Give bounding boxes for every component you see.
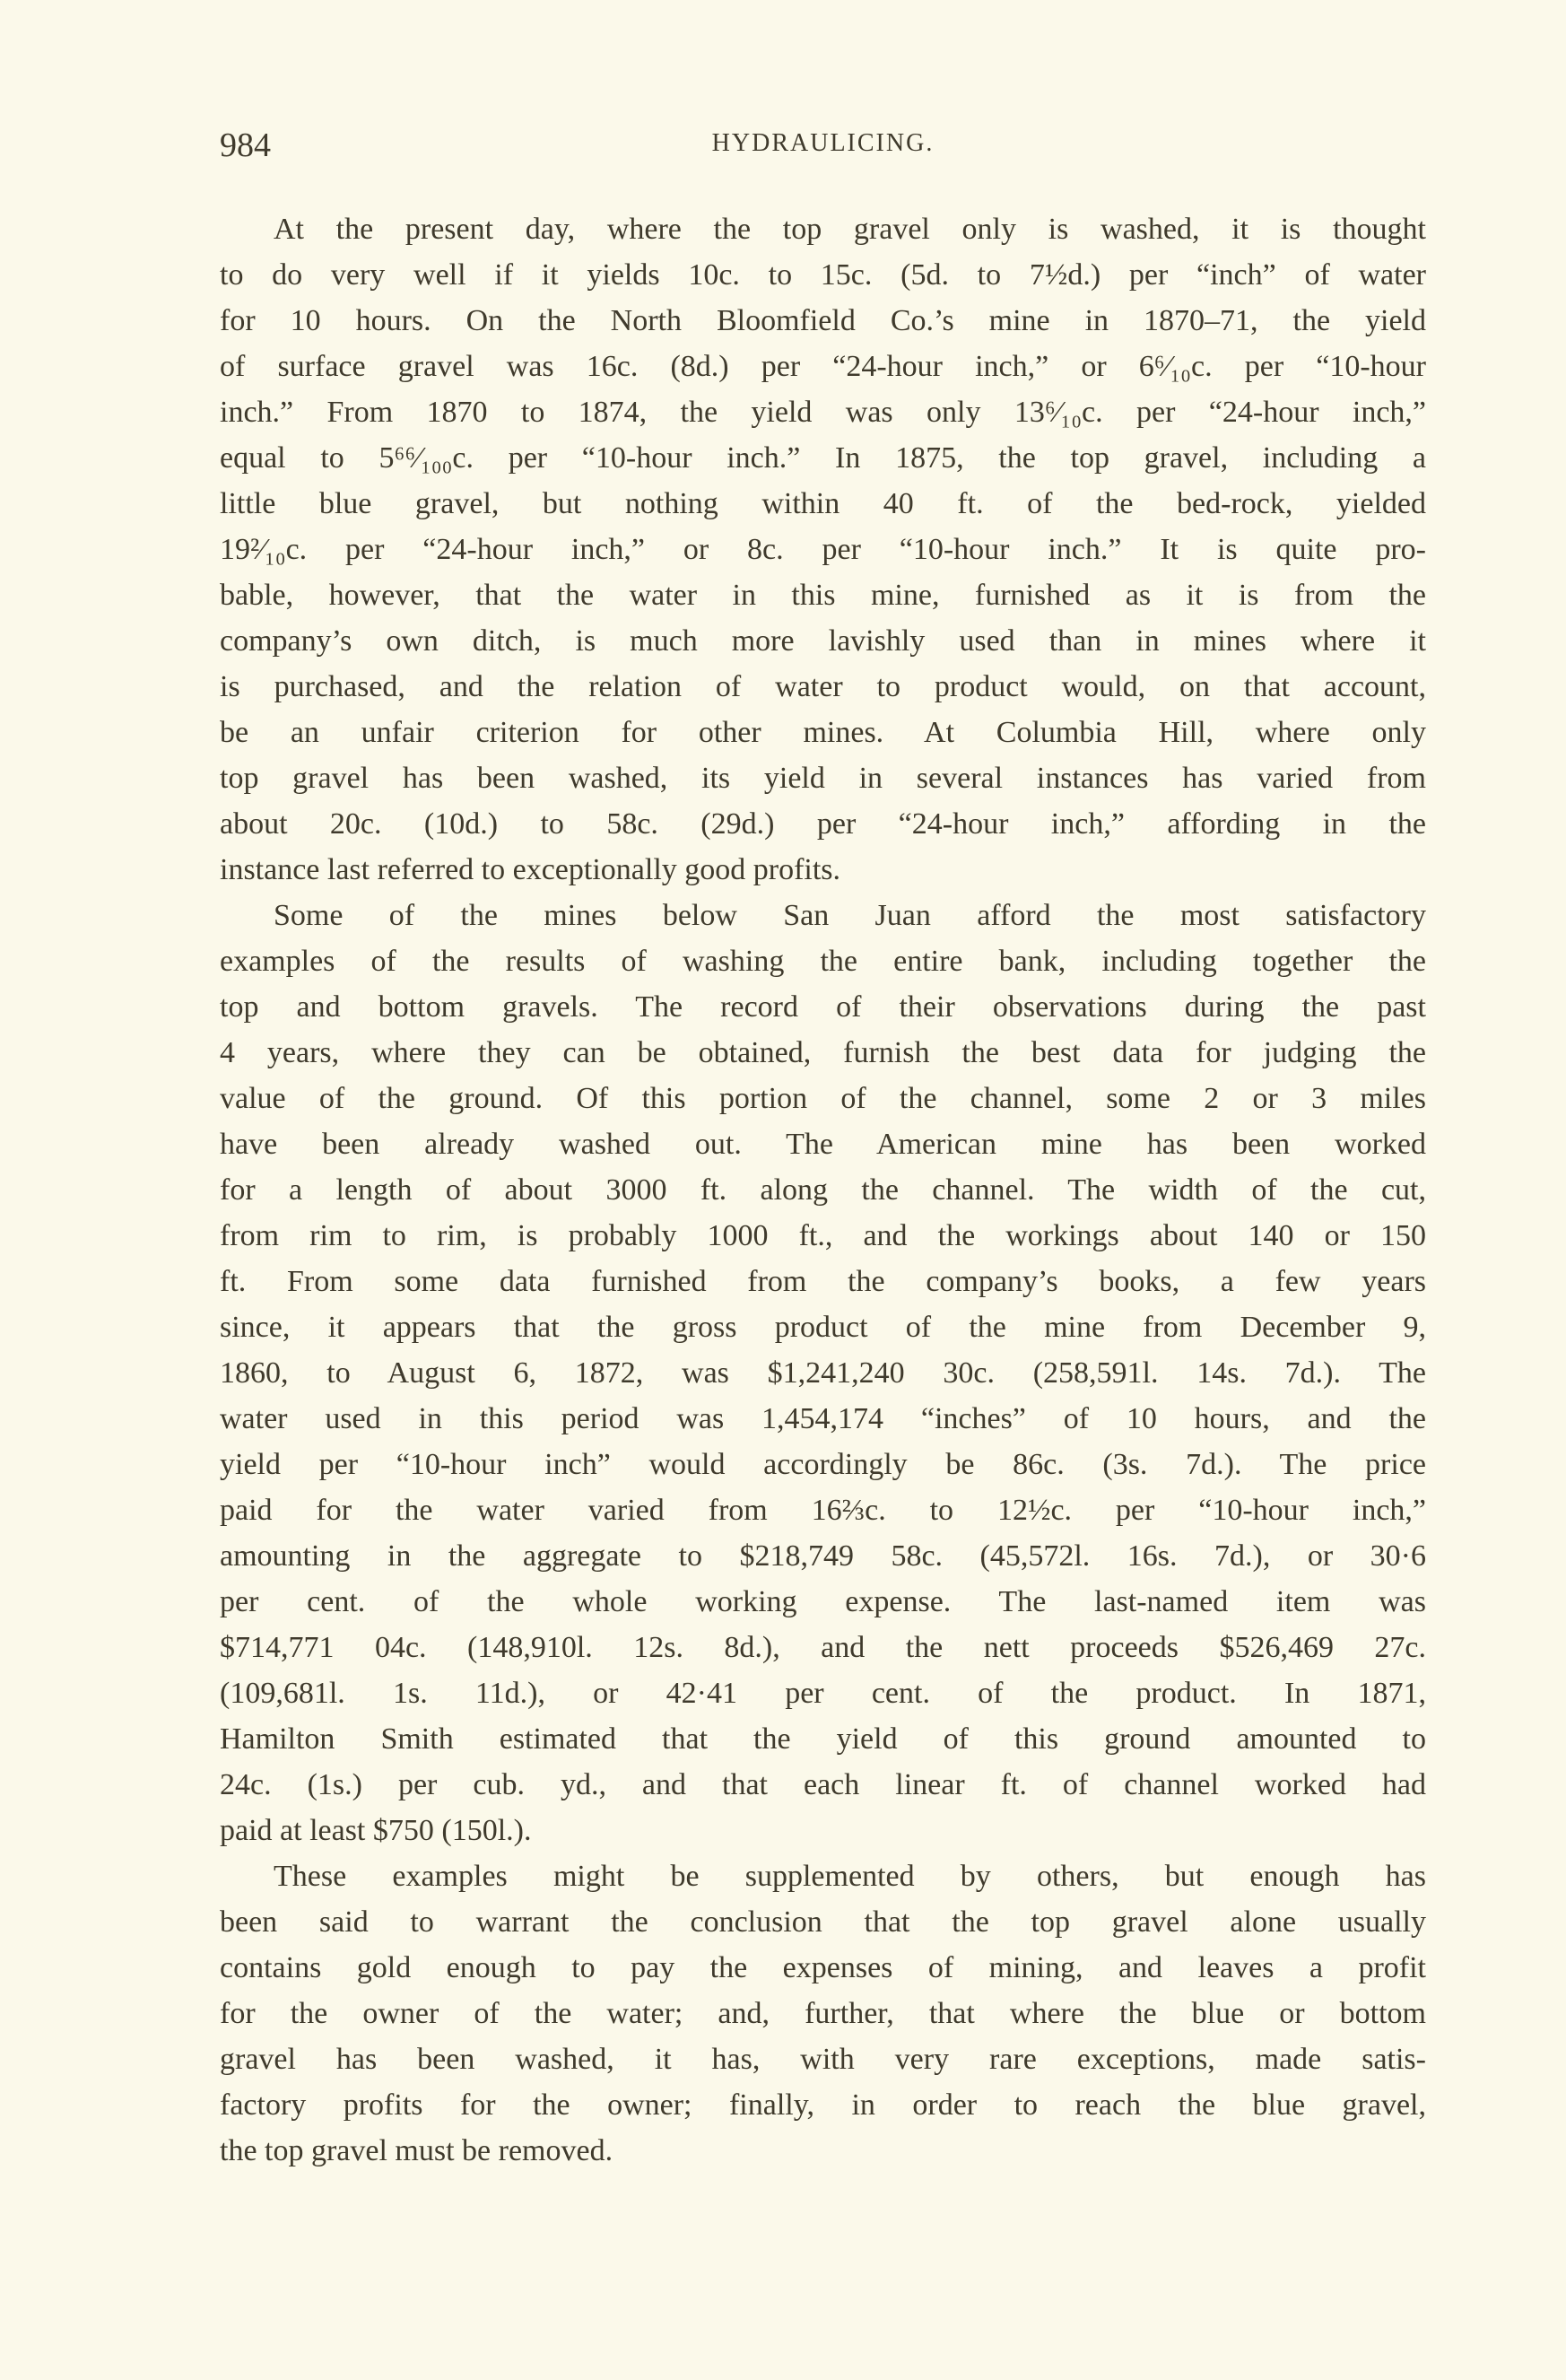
text-line: 19²⁄₁₀c. per “24-hour inch,” or 8c. per “10-hour inch.” It is quite pro- <box>220 533 1426 566</box>
text-line: 24c. (1s.) per cub. yd., and that each linear ft. of channel worked had <box>220 1768 1426 1801</box>
text-line: inch.” From 1870 to 1874, the yield was only 13⁶⁄₁₀c. per “24-hour inch,” <box>220 396 1426 429</box>
text-line: per cent. of the whole working expense. The last-named item was <box>220 1585 1426 1618</box>
text-line: the top gravel must be removed. <box>220 2134 613 2167</box>
page-header <box>220 126 1426 170</box>
text-line: water used in this period was 1,454,174 “inches” of 10 hours, and the <box>220 1402 1426 1435</box>
text-line: 1860, to August 6, 1872, was $1,241,240 30c. (258,591l. 14s. 7d.). The <box>220 1356 1426 1390</box>
paragraph <box>220 206 1426 893</box>
text-line: factory profits for the owner; finally, in order to reach the blue gravel, <box>220 2088 1426 2122</box>
text-line: (109,681l. 1s. 11d.), or 42·41 per cent. of the product. In 1871, <box>220 1677 1426 1710</box>
text-line: be an unfair criterion for other mines. At Columbia Hill, where only <box>220 716 1426 749</box>
text-line: Hamilton Smith estimated that the yield of this ground amounted to <box>220 1722 1426 1756</box>
text-line: top and bottom gravels. The record of their observations during the past <box>220 990 1426 1024</box>
text-line: for a length of about 3000 ft. along the channel. The width of the cut, <box>220 1173 1426 1207</box>
text-line: little blue gravel, but nothing within 40 ft. of the bed-rock, yielded <box>220 487 1426 520</box>
text-line: ft. From some data furnished from the company’s books, a few years <box>220 1265 1426 1298</box>
paragraph <box>220 1853 1426 2174</box>
text-line: $714,771 04c. (148,910l. 12s. 8d.), and the nett proceeds $526,469 27c. <box>220 1631 1426 1664</box>
text-line: Some of the mines below San Juan afford the most satisfactory <box>274 899 1426 932</box>
text-line: These examples might be supplemented by others, but enough has <box>274 1860 1426 1893</box>
text-line: At the present day, where the top gravel only is washed, it is thought <box>274 213 1426 246</box>
text-line: to do very well if it yields 10c. to 15c. (5d. to 7½d.) per “inch” of water <box>220 258 1426 292</box>
text-line: since, it appears that the gross product of the mine from December 9, <box>220 1311 1426 1344</box>
text-line: 4 years, where they can be obtained, furnish the best data for judging the <box>220 1036 1426 1069</box>
text-line: for the owner of the water; and, further, that where the blue or bottom <box>220 1997 1426 2030</box>
text-line: of surface gravel was 16c. (8d.) per “24-hour inch,” or 6⁶⁄₁₀c. per “10-hour <box>220 350 1426 383</box>
text-line: is purchased, and the relation of water to product would, on that account, <box>220 670 1426 703</box>
text-line: about 20c. (10d.) to 58c. (29d.) per “24-hour inch,” affording in the <box>220 807 1426 841</box>
text-line: have been already washed out. The American mine has been worked <box>220 1128 1426 1161</box>
page-number: 984 <box>220 126 271 164</box>
text-line: paid at least $750 (150l.). <box>220 1814 532 1847</box>
text-line: amounting in the aggregate to $218,749 58c. (45,572l. 16s. 7d.), or 30·6 <box>220 1539 1426 1573</box>
text-line: instance last referred to exceptionally good profits. <box>220 853 841 886</box>
text-line: yield per “10-hour inch” would accordingly be 86c. (3s. 7d.). The price <box>220 1448 1426 1481</box>
text-line: for 10 hours. On the North Bloomfield Co.’s mine in 1870–71, the yield <box>220 304 1426 337</box>
text-line: examples of the results of washing the entire bank, including together the <box>220 945 1426 978</box>
text-line: top gravel has been washed, its yield in several instances has varied from <box>220 762 1426 795</box>
paragraph <box>220 893 1426 1853</box>
text-line: bable, however, that the water in this mine, furnished as it is from the <box>220 579 1426 612</box>
text-line: been said to warrant the conclusion that the top gravel alone usually <box>220 1905 1426 1939</box>
text-line: value of the ground. Of this portion of the channel, some 2 or 3 miles <box>220 1082 1426 1115</box>
running-title: HYDRAULICING. <box>711 129 935 157</box>
text-line: paid for the water varied from 16⅔c. to 12½c. per “10-hour inch,” <box>220 1494 1426 1527</box>
text-line: company’s own ditch, is much more lavishly used than in mines where it <box>220 624 1426 658</box>
text-line: from rim to rim, is probably 1000 ft., and the workings about 140 or 150 <box>220 1219 1426 1252</box>
text-line: gravel has been washed, it has, with very rare exceptions, made satis- <box>220 2043 1426 2076</box>
text-line: contains gold enough to pay the expenses of mining, and leaves a profit <box>220 1951 1426 1984</box>
text-line: equal to 5⁶⁶⁄₁₀₀c. per “10-hour inch.” In 1875, the top gravel, including a <box>220 441 1426 475</box>
body-text <box>220 206 1426 2174</box>
